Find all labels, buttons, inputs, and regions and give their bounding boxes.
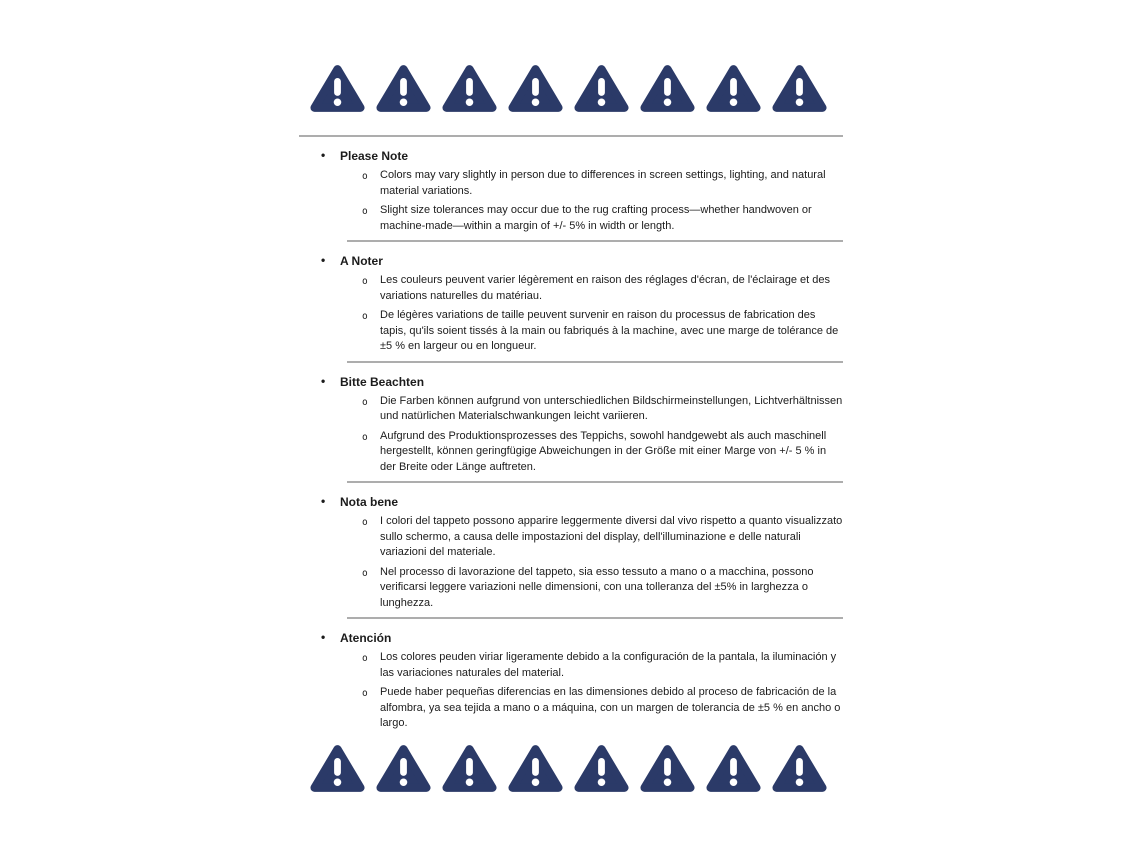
circle-bullet-icon: o xyxy=(362,276,368,287)
notice-item xyxy=(299,685,843,732)
notice-item-text: Los colores peuden viriar ligeramente debido a la configuración de la pantala, la iluminación y las variaciones naturales del material. xyxy=(380,651,837,679)
warning-triangle-icon xyxy=(706,62,761,115)
warning-triangle-icon xyxy=(574,62,629,115)
section-divider xyxy=(347,617,843,619)
bullet-icon: • xyxy=(321,630,326,644)
notice-item-text: Die Farben können aufgrund von unterschiedlichen Bildschirmeinstellungen, Lichtverhältnissen und natürlichen Materialschwankungen leicht variieren. xyxy=(380,394,843,422)
section-divider xyxy=(347,361,843,363)
warning-triangle-icon xyxy=(772,62,827,115)
notice-item xyxy=(299,308,843,355)
circle-bullet-icon: o xyxy=(362,688,368,699)
section-a-noter xyxy=(299,254,843,363)
section-title-text: Bitte Beachten xyxy=(340,374,425,389)
circle-bullet-icon: o xyxy=(362,396,368,408)
section-title xyxy=(299,375,843,390)
section-title-text: Atención xyxy=(340,631,392,645)
circle-bullet-icon: o xyxy=(362,567,368,579)
notice-item xyxy=(299,429,843,476)
warning-triangle-icon xyxy=(508,742,563,795)
section-bitte-beachten xyxy=(299,375,843,484)
section-title-text: Please Note xyxy=(340,149,409,163)
bullet-icon: • xyxy=(321,253,326,267)
section-title-text: A Noter xyxy=(340,254,383,268)
section-title-text: Nota bene xyxy=(340,495,399,509)
section-nota-bene xyxy=(299,495,843,619)
notice-item-text: Nel processo di lavorazione del tappeto, sia esso tessuto a mano o a macchina, possono verificarsi leggere variazioni nelle dimensioni, con una tolleranza del ±5% in larghezza o lunghezza. xyxy=(380,565,814,609)
warning-triangle-icon xyxy=(310,742,365,795)
circle-bullet-icon: o xyxy=(362,517,368,528)
warning-triangle-icon xyxy=(508,62,563,115)
warning-triangle-icon xyxy=(706,742,761,795)
section-title xyxy=(299,254,843,269)
warning-triangle-icon xyxy=(772,742,827,795)
section-title xyxy=(299,495,843,510)
notice-item xyxy=(299,168,843,199)
top-divider xyxy=(299,135,843,137)
warning-row-top xyxy=(310,62,827,115)
warning-triangle-icon xyxy=(310,62,365,115)
circle-bullet-icon: o xyxy=(362,171,368,182)
warning-triangle-icon xyxy=(640,62,695,115)
notice-item xyxy=(299,565,843,612)
section-please-note xyxy=(299,149,843,242)
circle-bullet-icon: o xyxy=(362,653,368,664)
notice-item xyxy=(299,273,843,304)
warning-triangle-icon xyxy=(442,742,497,795)
notice-item-text: Aufgrund des Produktionsprozesses des Teppichs, sowohl handgewebt als auch maschinell hergestellt, können geringfügige Abweichungen in der Größe mit einer Marge von +/- 5 % in der Breite oder Länge auftreten. xyxy=(380,429,827,473)
warning-triangle-icon xyxy=(376,742,431,795)
warning-triangle-icon xyxy=(376,62,431,115)
bullet-icon: • xyxy=(321,373,326,388)
section-divider xyxy=(347,481,843,483)
section-title xyxy=(299,149,843,164)
section-atencion xyxy=(299,631,843,732)
notice-item xyxy=(299,650,843,681)
notice-item-text: Puede haber pequeñas diferencias en las dimensiones debido al proceso de fabricación de la alfombra, ya sea tejida a mano o a máquina, con un margen de tolerancia de ±5 % en ancho o largo. xyxy=(380,686,841,729)
notice-item xyxy=(299,203,843,234)
bullet-icon: • xyxy=(321,494,326,508)
notice-item-text: Colors may vary slightly in person due to differences in screen settings, lighting, and natural material variations. xyxy=(380,169,826,197)
bullet-icon: • xyxy=(321,148,326,162)
section-title xyxy=(299,631,843,646)
notice-item xyxy=(299,394,843,425)
warning-row-bottom xyxy=(310,742,827,795)
notice-content xyxy=(299,135,843,732)
warning-triangle-icon xyxy=(640,742,695,795)
circle-bullet-icon: o xyxy=(362,311,368,322)
notice-item-text: De légères variations de taille peuvent survenir en raison du processus de fabrication des tapis, qu'ils soient tissés à la main ou fabriqués à la machine, avec une marge de tolérance de ±5 % en largeur ou en longueur. xyxy=(380,309,839,352)
notice-item-text: I colori del tappeto possono apparire leggermente diversi dal vivo rispetto a quanto visualizzato sullo schermo, a causa delle impostazioni del display, dell'illuminazione e delle naturali variazioni del materiale. xyxy=(380,515,843,558)
warning-triangle-icon xyxy=(442,62,497,115)
section-divider xyxy=(347,240,843,242)
notice-item xyxy=(299,514,843,561)
circle-bullet-icon: o xyxy=(362,206,368,217)
warning-triangle-icon xyxy=(574,742,629,795)
notice-item-text: Les couleurs peuvent varier légèrement en raison des réglages d'écran, de l'éclairage et des variations naturelles du matériau. xyxy=(380,274,830,302)
notice-item-text: Slight size tolerances may occur due to the rug crafting process—whether handwoven or machine-made—within a margin of +/- 5% in width or length. xyxy=(380,204,812,232)
circle-bullet-icon: o xyxy=(362,431,368,443)
